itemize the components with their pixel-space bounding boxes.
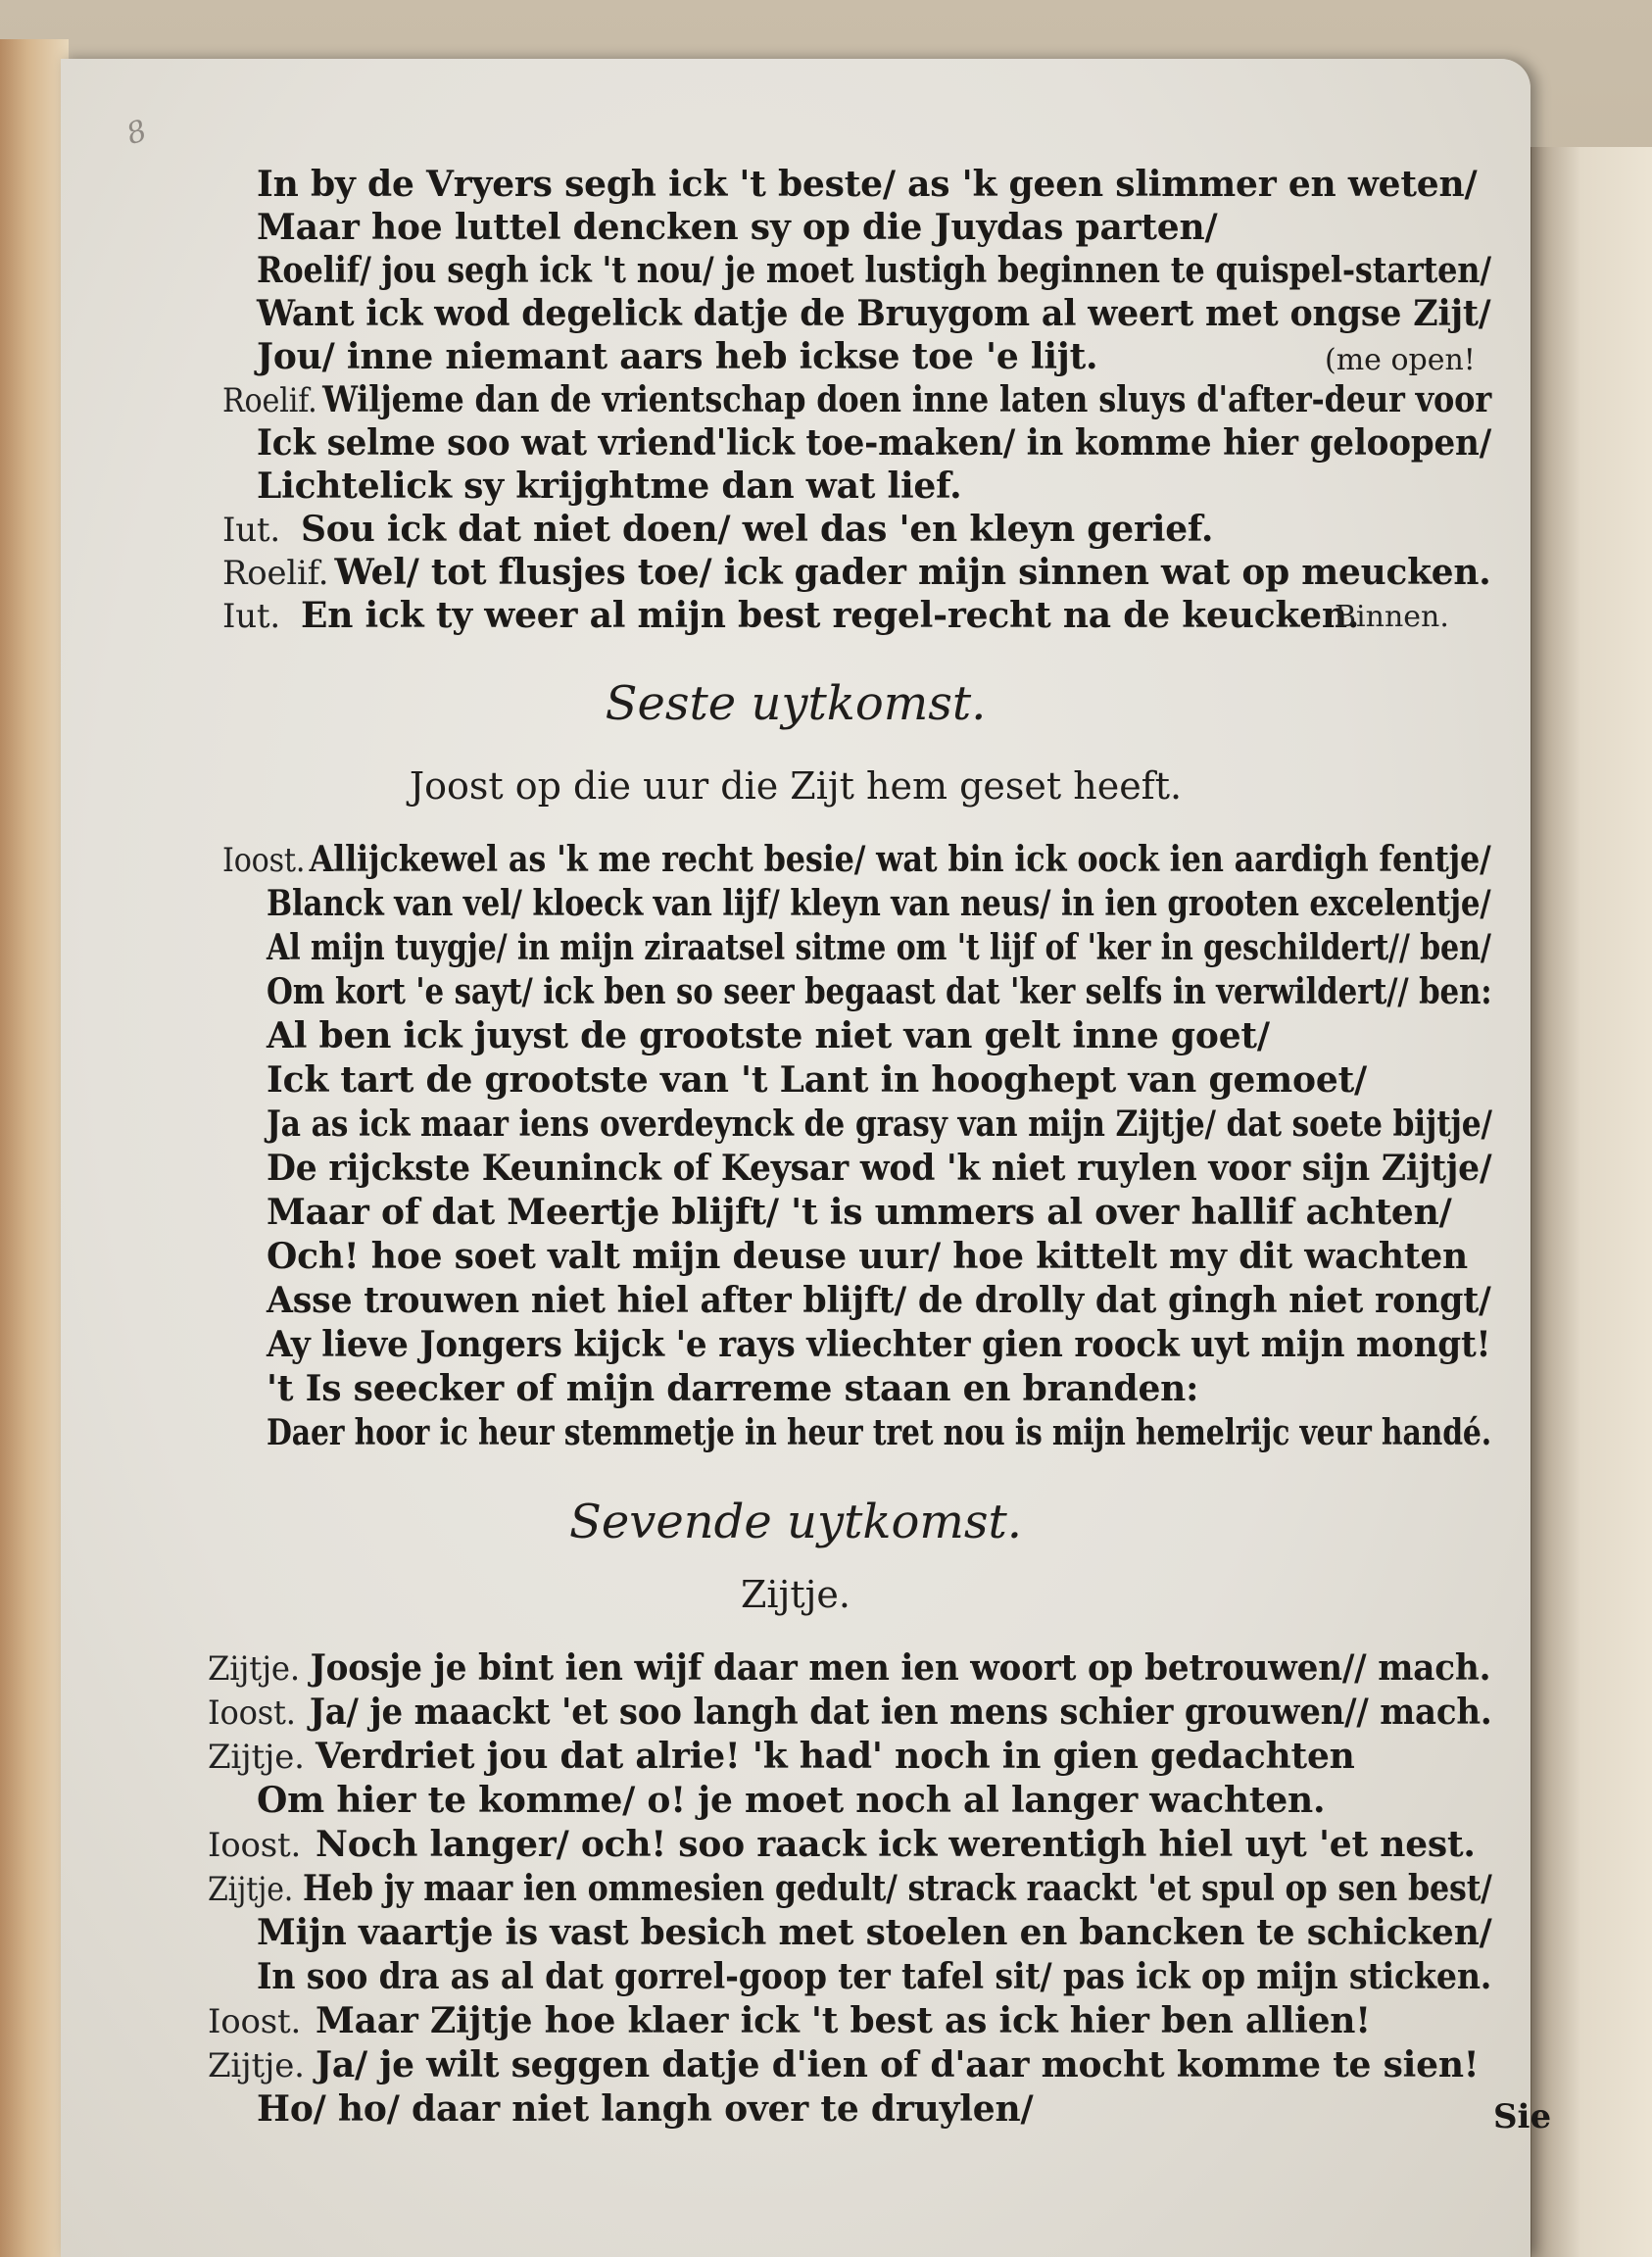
verse-line: Om kort 'e sayt/ ick ben so seer begaast dat 'ker selfs in verwildert// ben:: [267, 971, 1492, 1012]
verse-line: Och! hoe soet valt mijn deuse uur/ hoe kittelt my dit wachten: [267, 1236, 1469, 1277]
verse-line: Maar of dat Meertje blijft/ 't is ummers al over hallif achten/: [267, 1192, 1452, 1233]
scene-heading: Sevende uytkomst.: [568, 1495, 1023, 1549]
scene-subheading: Joost op die uur die Zijt hem geset heeft.: [409, 764, 1183, 808]
verse-line: Zijtje. Verdriet jou dat alrie! 'k had' noch in gien gedachten: [208, 1736, 1355, 1777]
scene-subheading: Zijtje.: [741, 1573, 850, 1616]
verse-line: In by de Vryers segh ick 't beste/ as 'k geen slimmer en weten/: [257, 164, 1478, 205]
verse-line: Ioost. Maar Zijtje hoe klaer ick 't best as ick hier ben allien!: [208, 2000, 1371, 2041]
verse-line: Om hier te komme/ o! je moet noch al langer wachten.: [257, 1780, 1326, 1821]
margin-note: (me open!: [1325, 343, 1476, 377]
verse-line: Daer hoor ic heur stemmetje in heur tret nou is mijn hemelrijc veur handé.: [267, 1412, 1492, 1453]
verse-line: Ioost. Ja/ je maackt 'et soo langh dat ien mens schier grouwen// mach.: [208, 1692, 1492, 1733]
verse-line: Asse trouwen niet hiel after blijft/ de drolly dat gingh niet rongt/: [267, 1280, 1491, 1321]
page-number: 8: [122, 113, 152, 153]
verse-line: Iut. En ick ty weer al mijn best regel-recht na de keucken.: [222, 595, 1360, 636]
verse-line: Want ick wod degelick datje de Bruygom al weert met ongse Zijt/: [257, 293, 1491, 334]
verse-line: Mijn vaartje is vast besich met stoelen en bancken te schicken/: [257, 1912, 1492, 1953]
verse-line: Ay lieve Jongers kijck 'e rays vliechter gien roock uyt mijn mongt!: [267, 1324, 1491, 1365]
verse-line: Maar hoe luttel dencken sy op die Juydas parten/: [257, 207, 1218, 248]
page-stack-edge: [0, 39, 69, 2257]
verse-line: De rijckste Keuninck of Keysar wod 'k niet ruylen voor sijn Zijtje/: [267, 1148, 1492, 1189]
book-page: [61, 59, 1552, 2257]
verse-line: Al mijn tuygje/ in mijn ziraatsel sitme om 't lijf of 'ker in geschildert// ben/: [267, 927, 1491, 968]
verse-line: Al ben ick juyst de grootste niet van gelt inne goet/: [267, 1015, 1270, 1056]
verse-line: Zijtje. Ja/ je wilt seggen datje d'ien of d'aar mocht komme te sien!: [208, 2044, 1480, 2085]
verse-line: Ick tart de grootste van 't Lant in hooghept van gemoet/: [267, 1059, 1367, 1101]
verse-line: 't Is seecker of mijn darreme staan en branden:: [267, 1368, 1199, 1409]
verse-line: Blanck van vel/ kloeck van lijf/ kleyn van neus/ in ien grooten excelentje/: [267, 883, 1491, 924]
verse-line: Jou/ inne niemant aars heb ickse toe 'e lijt.: [257, 336, 1098, 377]
verse-line: Ioost. Allijckewel as 'k me recht besie/ wat bin ick oock ien aardigh fentje/: [222, 839, 1491, 880]
verse-line: Ioost. Noch langer/ och! soo raack ick werentigh hiel uyt 'et nest.: [208, 1824, 1476, 1865]
verse-line: Ho/ ho/ daar niet langh over te druylen/: [257, 2088, 1034, 2130]
verse-line: In soo dra as al dat gorrel-goop ter tafel sit/ pas ick op mijn sticken.: [257, 1956, 1492, 1997]
verse-line: Iut. Sou ick dat niet doen/ wel das 'en kleyn gerief.: [222, 509, 1214, 550]
facing-page: [1529, 147, 1652, 2257]
verse-line: Zijtje. Joosje je bint ien wijf daar men ien woort op betrouwen// mach.: [208, 1647, 1491, 1689]
verse-line: Ja as ick maar iens overdeynck de grasy van mijn Zijtje/ dat soete bijtje/: [267, 1104, 1492, 1145]
verse-line: Zijtje. Heb jy maar ien ommesien gedult/ strack raackt 'et spul op sen best/: [208, 1868, 1492, 1909]
stage-direction: Binnen.: [1335, 600, 1449, 634]
verse-line: Roelif. Wel/ tot flusjes toe/ ick gader mijn sinnen wat op meucken.: [222, 552, 1491, 593]
verse-line: Ick selme soo wat vriend'lick toe-maken/ in komme hier geloopen/: [257, 422, 1491, 464]
catchword: Sie: [1493, 2097, 1552, 2136]
scene-heading: Seste uytkomst.: [605, 676, 987, 731]
verse-line: Roelif/ jou segh ick 't nou/ je moet lustigh beginnen te quispel-starten/: [257, 250, 1491, 291]
verse-line: Lichtelick sy krijghtme dan wat lief.: [257, 466, 962, 507]
verse-line: Roelif. Wiljeme dan de vrientschap doen inne laten sluys d'after-deur voor: [222, 379, 1491, 420]
